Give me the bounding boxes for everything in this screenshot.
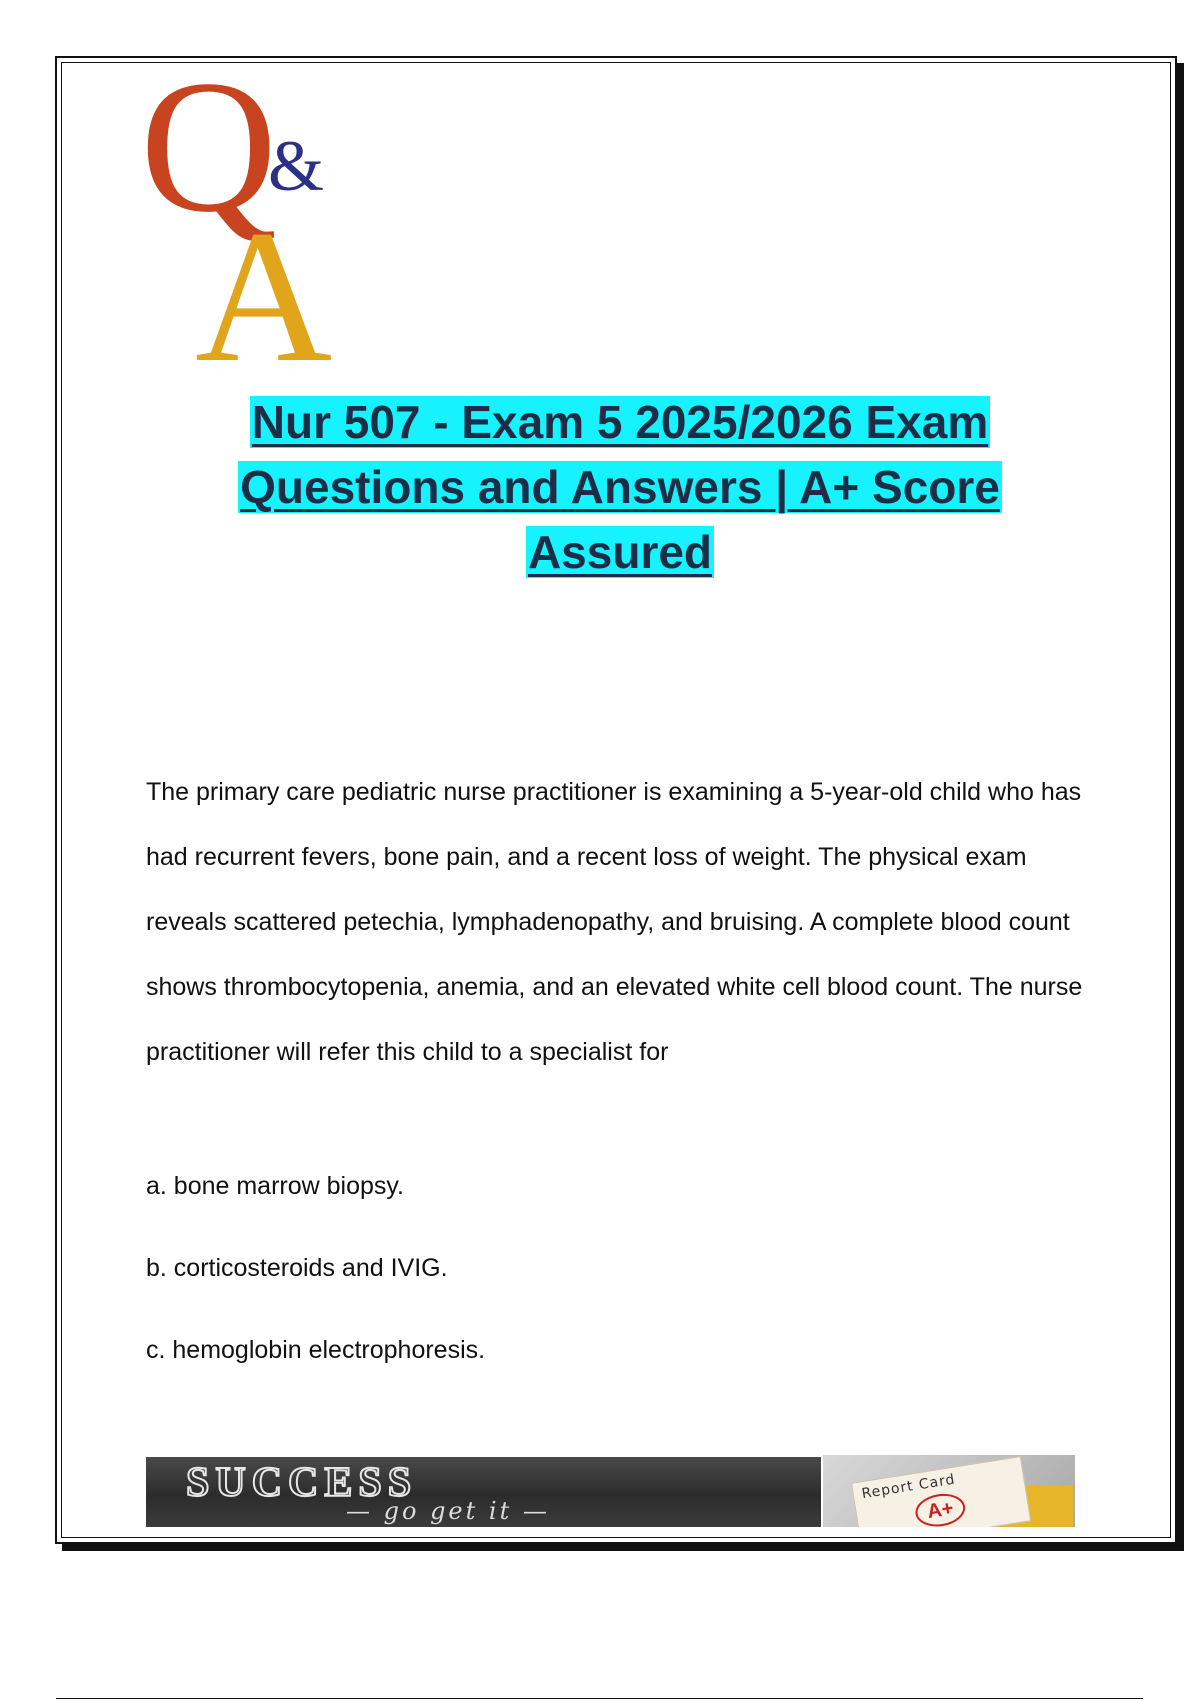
document-title	[80, 390, 1160, 585]
logo-ampersand: &	[268, 126, 325, 206]
report-card-grade: A+	[913, 1491, 967, 1527]
logo-letter-a: A	[195, 192, 333, 390]
success-tagline: — go get it —	[346, 1497, 550, 1525]
report-card-banner	[823, 1455, 1075, 1527]
title-line-1: Nur 507 - Exam 5 2025/2026 Exam	[251, 396, 989, 448]
answer-option-a: a. bone marrow biopsy.	[146, 1172, 404, 1200]
answer-option-c: c. hemoglobin electrophoresis.	[146, 1336, 486, 1364]
title-line-3: Assured	[527, 526, 713, 578]
qa-logo	[140, 70, 400, 390]
answer-option-b: b. corticosteroids and IVIG.	[146, 1254, 448, 1282]
footer-divider	[56, 1698, 1143, 1699]
report-card-icon	[851, 1456, 1031, 1527]
title-line-2: Questions and Answers | A+ Score	[240, 461, 1000, 513]
report-card-label: Report Card	[860, 1471, 957, 1503]
success-word: SUCCESS	[186, 1460, 418, 1506]
success-chalkboard-banner	[146, 1457, 821, 1527]
logo-letter-q: Q	[140, 70, 278, 252]
question-text: The primary care pediatric nurse practitioner is examining a 5-year-old child who has had recurrent fevers, bone pain, and a recent loss of weight. The physical exam reveals scattered petechia, lymphadenopathy, and bruising. A complete blood count shows thrombocytopenia, anemia, and an elevated white cell blood count. The nurse practitioner will refer this child to a specialist for	[146, 778, 1083, 1066]
